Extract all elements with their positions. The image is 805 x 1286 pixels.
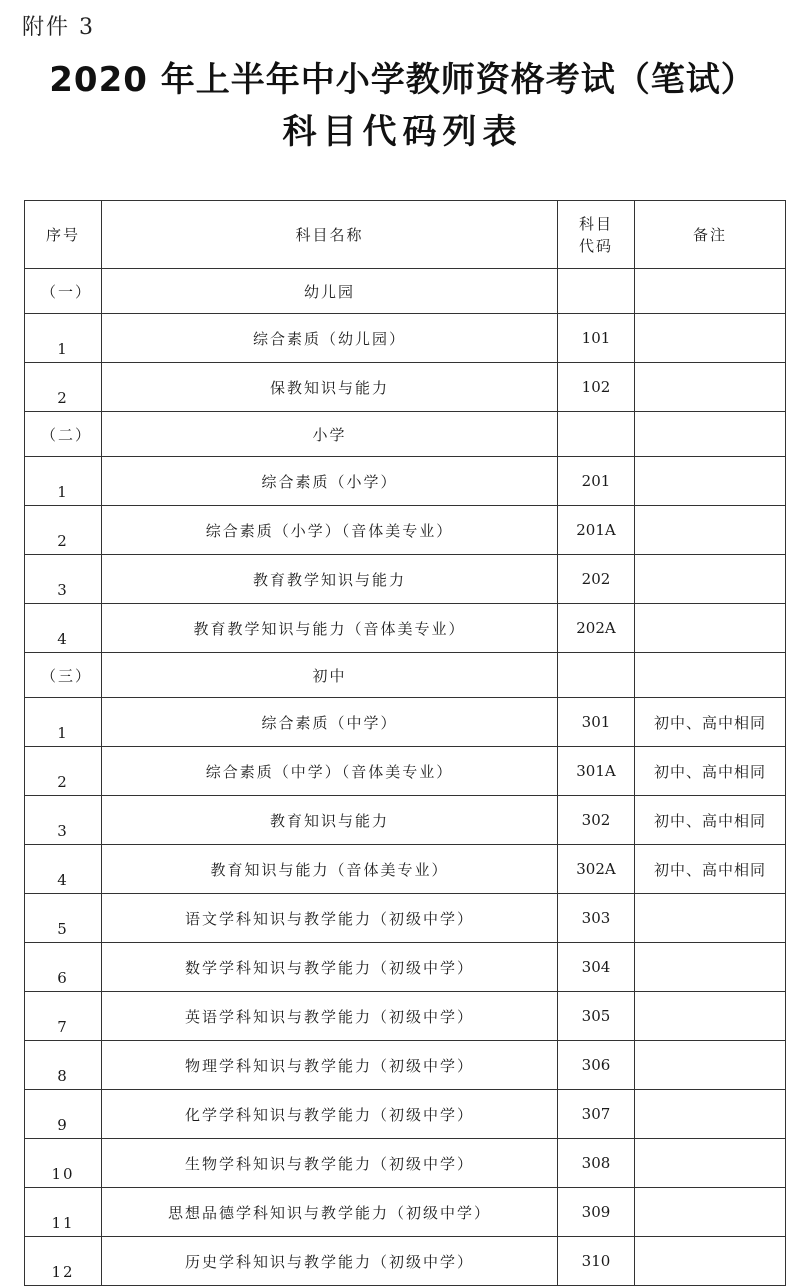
cell-note bbox=[635, 1139, 786, 1188]
cell-note bbox=[635, 1090, 786, 1139]
cell-subject-name: 教育知识与能力（音体美专业） bbox=[102, 845, 558, 894]
cell-subject-code: 305 bbox=[558, 992, 635, 1041]
table-row bbox=[25, 1041, 786, 1090]
cell-index: 10 bbox=[25, 1139, 102, 1188]
cell-note bbox=[635, 943, 786, 992]
cell-subject-code: 302 bbox=[558, 796, 635, 845]
cell-index: 5 bbox=[25, 894, 102, 943]
table-row bbox=[25, 845, 786, 894]
cell-note bbox=[635, 992, 786, 1041]
table-row bbox=[25, 943, 786, 992]
cell-subject-code: 307 bbox=[558, 1090, 635, 1139]
table-row bbox=[25, 796, 786, 845]
cell-subject-name: 教育教学知识与能力（音体美专业） bbox=[102, 604, 558, 653]
cell-index: 4 bbox=[25, 845, 102, 894]
cell-note bbox=[635, 1041, 786, 1090]
cell-note bbox=[635, 363, 786, 412]
cell-note bbox=[635, 555, 786, 604]
cell-subject-name: 英语学科知识与教学能力（初级中学） bbox=[102, 992, 558, 1041]
cell-index: 2 bbox=[25, 506, 102, 555]
cell-subject-name: 综合素质（小学） bbox=[102, 457, 558, 506]
cell-subject-code: 304 bbox=[558, 943, 635, 992]
cell-subject-name: 综合素质（中学）（音体美专业） bbox=[102, 747, 558, 796]
cell-subject-code: 303 bbox=[558, 894, 635, 943]
table-row bbox=[25, 1188, 786, 1237]
cell-subject-code: 301A bbox=[558, 747, 635, 796]
cell-subject-name: 综合素质（幼儿园） bbox=[102, 314, 558, 363]
cell-index: （一） bbox=[25, 269, 102, 314]
table-row bbox=[25, 314, 786, 363]
cell-index: （二） bbox=[25, 412, 102, 457]
table-row bbox=[25, 894, 786, 943]
table-row bbox=[25, 604, 786, 653]
cell-subject-code: 309 bbox=[558, 1188, 635, 1237]
cell-subject-code: 201 bbox=[558, 457, 635, 506]
cell-note bbox=[635, 269, 786, 314]
table-row bbox=[25, 1139, 786, 1188]
table-row bbox=[25, 698, 786, 747]
table-row bbox=[25, 506, 786, 555]
cell-subject-code: 310 bbox=[558, 1237, 635, 1286]
cell-subject-code: 301 bbox=[558, 698, 635, 747]
cell-note bbox=[635, 457, 786, 506]
document-title: 2020 年上半年中小学教师资格考试（笔试） bbox=[49, 60, 756, 100]
cell-subject-name: 小学 bbox=[102, 412, 558, 457]
cell-index: 7 bbox=[25, 992, 102, 1041]
cell-index: 3 bbox=[25, 555, 102, 604]
cell-subject-code: 308 bbox=[558, 1139, 635, 1188]
table-row bbox=[25, 992, 786, 1041]
subject-code-table bbox=[24, 200, 786, 1286]
table-row bbox=[25, 555, 786, 604]
cell-note bbox=[635, 412, 786, 457]
cell-subject-code: 202A bbox=[558, 604, 635, 653]
table-row bbox=[25, 1090, 786, 1139]
header-note: 备注 bbox=[635, 201, 786, 269]
cell-subject-name: 教育教学知识与能力 bbox=[102, 555, 558, 604]
cell-index: 6 bbox=[25, 943, 102, 992]
cell-subject-code: 302A bbox=[558, 845, 635, 894]
cell-note bbox=[635, 1188, 786, 1237]
cell-index: 1 bbox=[25, 314, 102, 363]
cell-index: 4 bbox=[25, 604, 102, 653]
cell-index: 12 bbox=[25, 1237, 102, 1286]
cell-subject-name: 初中 bbox=[102, 653, 558, 698]
cell-subject-name: 保教知识与能力 bbox=[102, 363, 558, 412]
table-group-row bbox=[25, 269, 786, 314]
table-group-row bbox=[25, 412, 786, 457]
cell-subject-name: 历史学科知识与教学能力（初级中学） bbox=[102, 1237, 558, 1286]
cell-subject-name: 幼儿园 bbox=[102, 269, 558, 314]
cell-index: 9 bbox=[25, 1090, 102, 1139]
cell-index: 2 bbox=[25, 363, 102, 412]
cell-subject-name: 化学学科知识与教学能力（初级中学） bbox=[102, 1090, 558, 1139]
cell-note bbox=[635, 604, 786, 653]
cell-subject-code: 101 bbox=[558, 314, 635, 363]
cell-subject-code: 202 bbox=[558, 555, 635, 604]
cell-note bbox=[635, 653, 786, 698]
cell-subject-name: 综合素质（小学）（音体美专业） bbox=[102, 506, 558, 555]
cell-index: 3 bbox=[25, 796, 102, 845]
cell-note bbox=[635, 506, 786, 555]
attachment-label: 附件 3 bbox=[22, 15, 95, 40]
document-subtitle: 科目代码列表 bbox=[282, 112, 523, 152]
cell-note bbox=[635, 314, 786, 363]
cell-subject-code bbox=[558, 412, 635, 457]
cell-index: 1 bbox=[25, 457, 102, 506]
table-group-row bbox=[25, 653, 786, 698]
cell-subject-code: 102 bbox=[558, 363, 635, 412]
cell-index: 11 bbox=[25, 1188, 102, 1237]
cell-subject-name: 教育知识与能力 bbox=[102, 796, 558, 845]
cell-index: （三） bbox=[25, 653, 102, 698]
cell-subject-code bbox=[558, 653, 635, 698]
header-index: 序号 bbox=[25, 201, 102, 269]
header-code-line1: 科目 bbox=[578, 214, 613, 233]
cell-note: 初中、高中相同 bbox=[635, 747, 786, 796]
cell-subject-code: 306 bbox=[558, 1041, 635, 1090]
cell-index: 1 bbox=[25, 698, 102, 747]
cell-subject-name: 生物学科知识与教学能力（初级中学） bbox=[102, 1139, 558, 1188]
cell-subject-name: 综合素质（中学） bbox=[102, 698, 558, 747]
cell-note bbox=[635, 1237, 786, 1286]
table-row bbox=[25, 747, 786, 796]
table-row bbox=[25, 363, 786, 412]
header-code-line2: 代码 bbox=[578, 236, 613, 255]
cell-note: 初中、高中相同 bbox=[635, 845, 786, 894]
cell-subject-name: 数学学科知识与教学能力（初级中学） bbox=[102, 943, 558, 992]
header-subject-code bbox=[558, 201, 635, 269]
cell-note: 初中、高中相同 bbox=[635, 698, 786, 747]
cell-subject-code bbox=[558, 269, 635, 314]
cell-subject-code: 201A bbox=[558, 506, 635, 555]
cell-note bbox=[635, 894, 786, 943]
table-row bbox=[25, 457, 786, 506]
cell-subject-name: 物理学科知识与教学能力（初级中学） bbox=[102, 1041, 558, 1090]
cell-index: 8 bbox=[25, 1041, 102, 1090]
table-row bbox=[25, 1237, 786, 1286]
header-subject-name: 科目名称 bbox=[102, 201, 558, 269]
cell-subject-name: 思想品德学科知识与教学能力（初级中学） bbox=[102, 1188, 558, 1237]
cell-note: 初中、高中相同 bbox=[635, 796, 786, 845]
cell-subject-name: 语文学科知识与教学能力（初级中学） bbox=[102, 894, 558, 943]
table-header-row bbox=[25, 201, 786, 269]
cell-index: 2 bbox=[25, 747, 102, 796]
